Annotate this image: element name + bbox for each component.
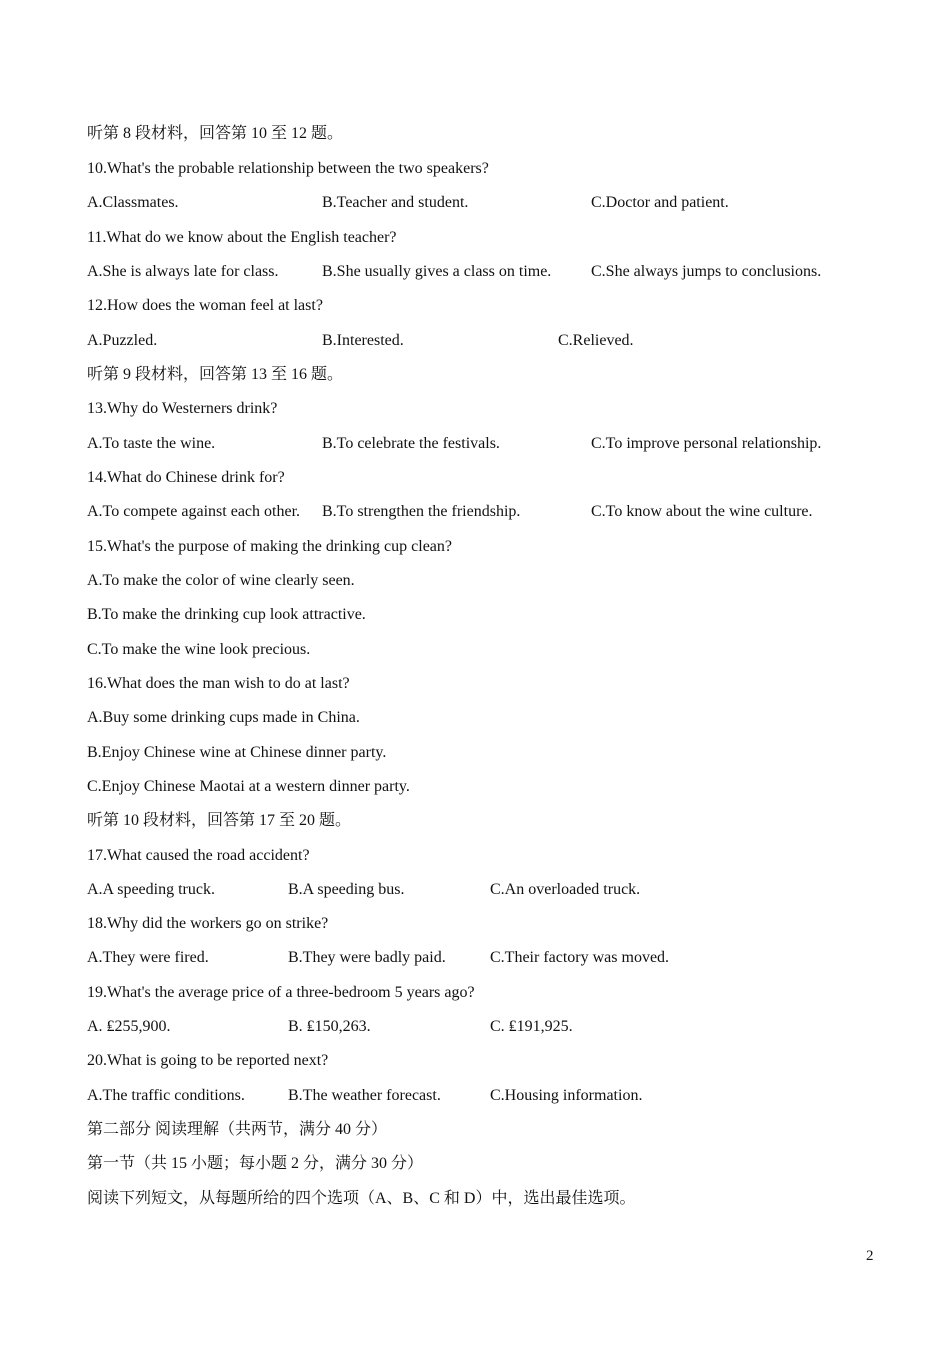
section-10-instruction: 听第 10 段材料，回答第 17 至 20 题。 <box>87 812 352 829</box>
question-10-option-a: A.Classmates. <box>87 194 179 211</box>
question-16-option-a: A.Buy some drinking cups made in China. <box>87 709 360 726</box>
question-20-option-c: C.Housing information. <box>490 1087 643 1104</box>
question-14-option-a: A.To compete against each other. <box>87 503 301 520</box>
section-8-instruction: 听第 8 段材料，回答第 10 至 12 题。 <box>87 125 344 142</box>
question-14-option-c: C.To know about the wine culture. <box>591 503 813 520</box>
question-17-option-b: B.A speeding bus. <box>288 881 405 898</box>
question-13-stem: 13.Why do Westerners drink? <box>87 400 278 417</box>
question-15-stem: 15.What's the purpose of making the drinking cup clean? <box>87 538 452 555</box>
question-19-option-a: A. ₤255,900. <box>87 1018 171 1035</box>
question-18-option-b: B.They were badly paid. <box>288 949 446 966</box>
question-19-option-b: B. ₤150,263. <box>288 1018 371 1035</box>
part-2-instruction: 阅读下列短文，从每题所给的四个选项（A、B、C 和 D）中，选出最佳选项。 <box>87 1190 636 1207</box>
part-2-heading: 第二部分 阅读理解（共两节，满分 40 分） <box>87 1121 388 1138</box>
question-19-option-c: C. ₤191,925. <box>490 1018 573 1035</box>
question-15-option-c: C.To make the wine look precious. <box>87 641 311 658</box>
question-20-stem: 20.What is going to be reported next? <box>87 1052 329 1069</box>
question-12-option-b: B.Interested. <box>322 332 404 349</box>
question-11-option-c: C.She always jumps to conclusions. <box>591 263 822 280</box>
question-10-option-b: B.Teacher and student. <box>322 194 469 211</box>
part-2-section-1-heading: 第一节（共 15 小题；每小题 2 分，满分 30 分） <box>87 1155 424 1172</box>
question-11-stem: 11.What do we know about the English teacher? <box>87 229 397 246</box>
question-17-stem: 17.What caused the road accident? <box>87 847 310 864</box>
question-15-option-b: B.To make the drinking cup look attractive. <box>87 606 366 623</box>
question-12-option-a: A.Puzzled. <box>87 332 158 349</box>
question-16-option-c: C.Enjoy Chinese Maotai at a western dinner party. <box>87 778 410 795</box>
question-16-option-b: B.Enjoy Chinese wine at Chinese dinner party. <box>87 744 387 761</box>
question-13-option-c: C.To improve personal relationship. <box>591 435 822 452</box>
question-14-stem: 14.What do Chinese drink for? <box>87 469 285 486</box>
question-11-option-b: B.She usually gives a class on time. <box>322 263 552 280</box>
question-14-option-b: B.To strengthen the friendship. <box>322 503 521 520</box>
question-13-option-b: B.To celebrate the festivals. <box>322 435 500 452</box>
page-number: 2 <box>866 1248 874 1264</box>
question-10-stem: 10.What's the probable relationship between the two speakers? <box>87 160 489 177</box>
section-9-instruction: 听第 9 段材料，回答第 13 至 16 题。 <box>87 366 344 383</box>
question-17-option-c: C.An overloaded truck. <box>490 881 641 898</box>
question-15-option-a: A.To make the color of wine clearly seen. <box>87 572 355 589</box>
question-18-option-c: C.Their factory was moved. <box>490 949 670 966</box>
question-11-option-a: A.She is always late for class. <box>87 263 279 280</box>
question-12-stem: 12.How does the woman feel at last? <box>87 297 323 314</box>
question-13-option-a: A.To taste the wine. <box>87 435 216 452</box>
question-12-option-c: C.Relieved. <box>558 332 634 349</box>
question-18-stem: 18.Why did the workers go on strike? <box>87 915 329 932</box>
question-18-option-a: A.They were fired. <box>87 949 209 966</box>
question-20-option-b: B.The weather forecast. <box>288 1087 441 1104</box>
question-17-option-a: A.A speeding truck. <box>87 881 215 898</box>
question-10-option-c: C.Doctor and patient. <box>591 194 729 211</box>
question-19-stem: 19.What's the average price of a three-bedroom 5 years ago? <box>87 984 475 1001</box>
question-20-option-a: A.The traffic conditions. <box>87 1087 245 1104</box>
question-16-stem: 16.What does the man wish to do at last? <box>87 675 350 692</box>
